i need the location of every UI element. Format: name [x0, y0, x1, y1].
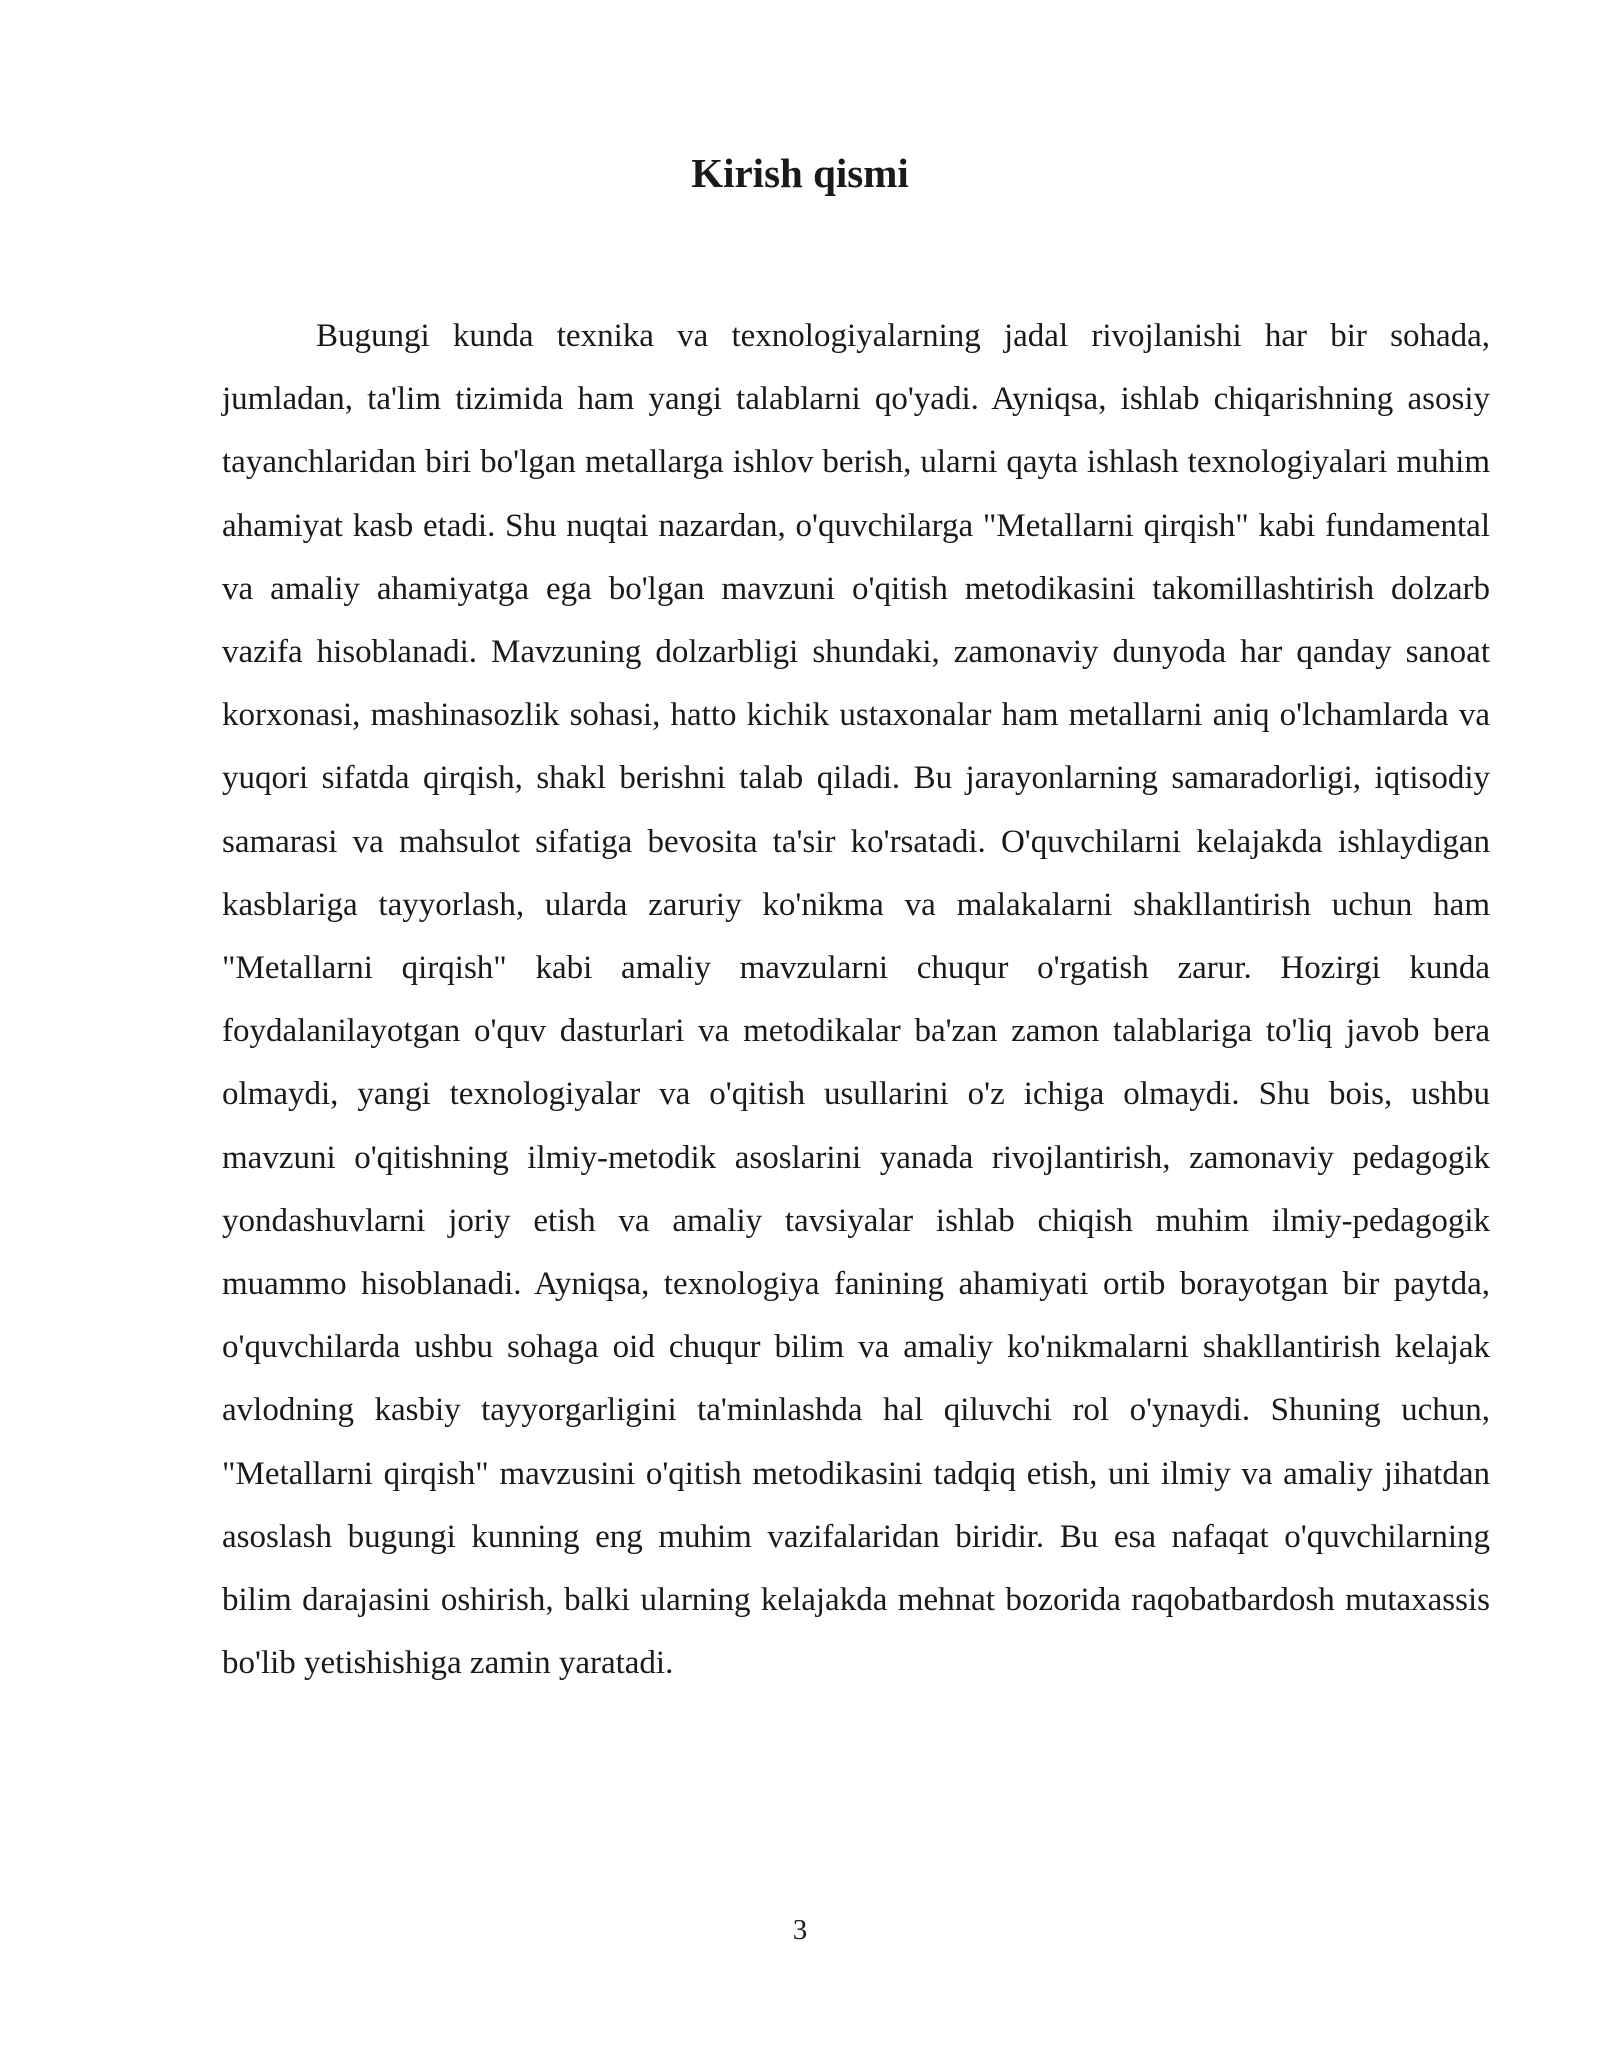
body-paragraph: Bugungi kunda texnika va texnologiyalarning jadal rivojlanishi har bir sohada, jumladan, ta'lim tizimida ham yangi talablarni qo'yadi. Ayniqsa, ishlab chiqarishning asosiy tayanchlaridan biri bo'lgan metallarga ishlov berish, ularni qayta ishlash texnologiyalari muhim ahamiyat kasb etadi. Shu nuqtai nazardan, o'quvchilarga "Metallarni qirqish" kabi fundamental va amaliy ahamiyatga ega bo'lgan mavzuni o'qitish metodikasini takomillashtirish dolzarb vazifa hisoblanadi. Mavzuning dolzarbligi shundaki, zamonaviy dunyoda har qanday sanoat korxonasi, mashinasozlik sohasi, hatto kichik ustaxonalar ham metallarni aniq o'lchamlarda va yuqori sifatda qirqish, shakl berishni talab qiladi. Bu jarayonlarning samaradorligi, iqtisodiy samarasi va mahsulot sifatiga bevosita ta'sir ko'rsatadi. O'quvchilarni kelajakda ishlaydigan kasblariga tayyorlash, ularda zaruriy ko'nikma va malakalarni shakllantirish uchun ham "Metallarni qirqish" kabi amaliy mavzularni chuqur o'rgatish zarur. Hozirgi kunda foydalanilayotgan o'quv dasturlari va metodikalar ba'zan zamon talablariga to'liq javob bera olmaydi, yangi texnologiyalar va o'qitish usullarini o'z ichiga olmaydi. Shu bois, ushbu mavzuni o'qitishning ilmiy-metodik asoslarini yanada rivojlantirish, zamonaviy pedagogik yondashuvlarni joriy etish va amaliy tavsiyalar ishlab chiqish muhim ilmiy-pedagogik muammo hisoblanadi. Ayniqsa, texnologiya fanining ahamiyati ortib borayotgan bir paytda, o'quvchilarda ushbu sohaga oid chuqur bilim va amaliy ko'nikmalarni shakllantirish kelajak avlodning kasbiy tayyorgarligini ta'minlashda hal qiluvchi rol o'ynaydi. Shuning uchun, "Metallarni qirqish" mavzusini o'qitish metodikasini tadqiq etish, uni ilmiy va amaliy jihatdan asoslash bugungi kunning eng muhim vazifalaridan biridir. Bu esa nafaqat o'quvchilarning bilim darajasini oshirish, balki ularning kelajakda mehnat bozorida raqobatbardosh mutaxassis bo'lib yetishishiga zamin yaratadi. — [222, 318, 1490, 1682]
page-number: 3 — [792, 1914, 808, 1946]
page-title: Kirish qismi — [691, 150, 909, 196]
